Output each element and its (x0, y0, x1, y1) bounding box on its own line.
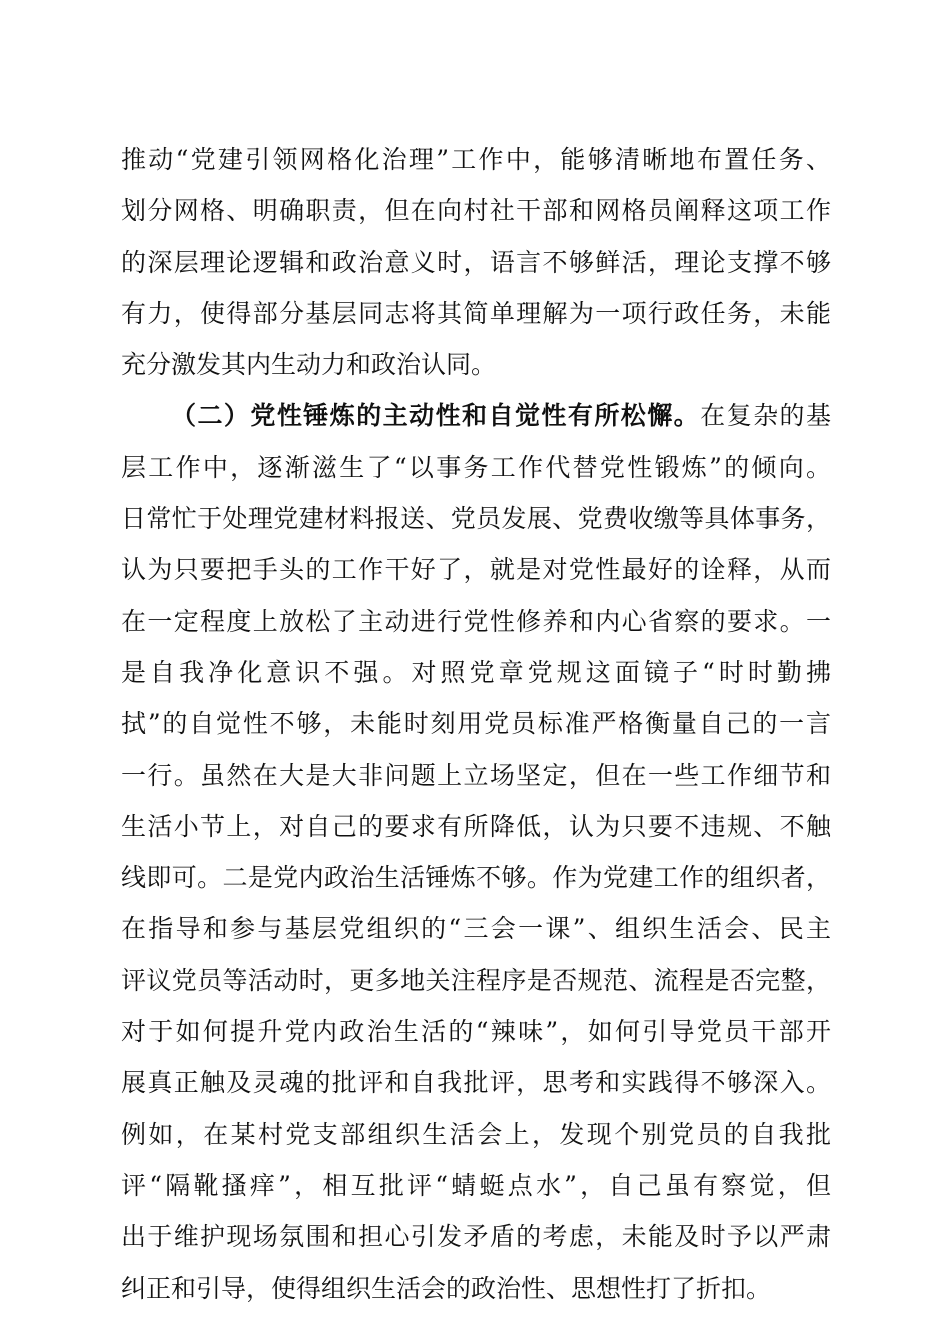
paragraph-line: 线即可。二是党内政治生活锤炼不够。作为党建工作的组织者， (121, 863, 831, 893)
paragraph-line: 在指导和参与基层党组织的“三会一课”、组织生活会、民主 (121, 914, 831, 944)
paragraph-line: 评议党员等活动时，更多地关注程序是否规范、流程是否完整， (121, 965, 831, 995)
paragraph-line: 对于如何提升党内政治生活的“辣味”，如何引导党员干部开 (121, 1017, 831, 1047)
paragraph-line: 是自我净化意识不强。对照党章党规这面镜子“时时勤拂 (121, 657, 831, 687)
paragraph-line: 的深层理论逻辑和政治意义时，语言不够鲜活，理论支撑不够 (121, 247, 831, 277)
paragraph-line: 纠正和引导，使得组织生活会的政治性、思想性打了折扣。 (121, 1273, 772, 1303)
paragraph-line: 在一定程度上放松了主动进行党性修养和内心省察的要求。一 (121, 606, 831, 636)
paragraph-line: 充分激发其内生动力和政治认同。 (121, 350, 497, 380)
paragraph-line: 展真正触及灵魂的批评和自我批评，思考和实践得不够深入。 (121, 1068, 831, 1098)
paragraph-line: 划分网格、明确职责，但在向村社干部和网格员阐释这项工作 (121, 196, 831, 226)
paragraph-line: 日常忙于处理党建材料报送、党员发展、党费收缴等具体事务， (121, 504, 831, 534)
paragraph-line: 推动“党建引领网格化治理”工作中，能够清晰地布置任务、 (121, 145, 831, 174)
paragraph-line: 例如，在某村党支部组织生活会上，发现个别党员的自我批 (121, 1119, 831, 1149)
section-first-line (121, 390, 831, 441)
paragraph-line: 拭”的自觉性不够，未能时刻用党员标准严格衡量自己的一言 (121, 709, 831, 739)
section-first-line-text: 在复杂的基 (700, 401, 831, 431)
paragraph-line: 认为只要把手头的工作干好了，就是对党性最好的诠释，从而 (121, 555, 831, 585)
paragraph-line: 一行。虽然在大是大非问题上立场坚定，但在一些工作细节和 (121, 760, 831, 790)
body-text (121, 134, 831, 1314)
paragraph-line: 出于维护现场氛围和担心引发矛盾的考虑，未能及时予以严肃 (121, 1222, 831, 1252)
section-heading: （二）党性锤炼的主动性和自觉性有所松懈。 (171, 401, 701, 431)
paragraph-line: 评“隔靴搔痒”，相互批评“蜻蜓点水”，自己虽有察觉，但 (121, 1170, 831, 1200)
paragraph-line: 有力，使得部分基层同志将其简单理解为一项行政任务，未能 (121, 298, 831, 328)
paragraph-line: 生活小节上，对自己的要求有所降低，认为只要不违规、不触 (121, 811, 831, 841)
paragraph-line: 层工作中，逐渐滋生了“以事务工作代替党性锻炼”的倾向。 (121, 452, 831, 482)
